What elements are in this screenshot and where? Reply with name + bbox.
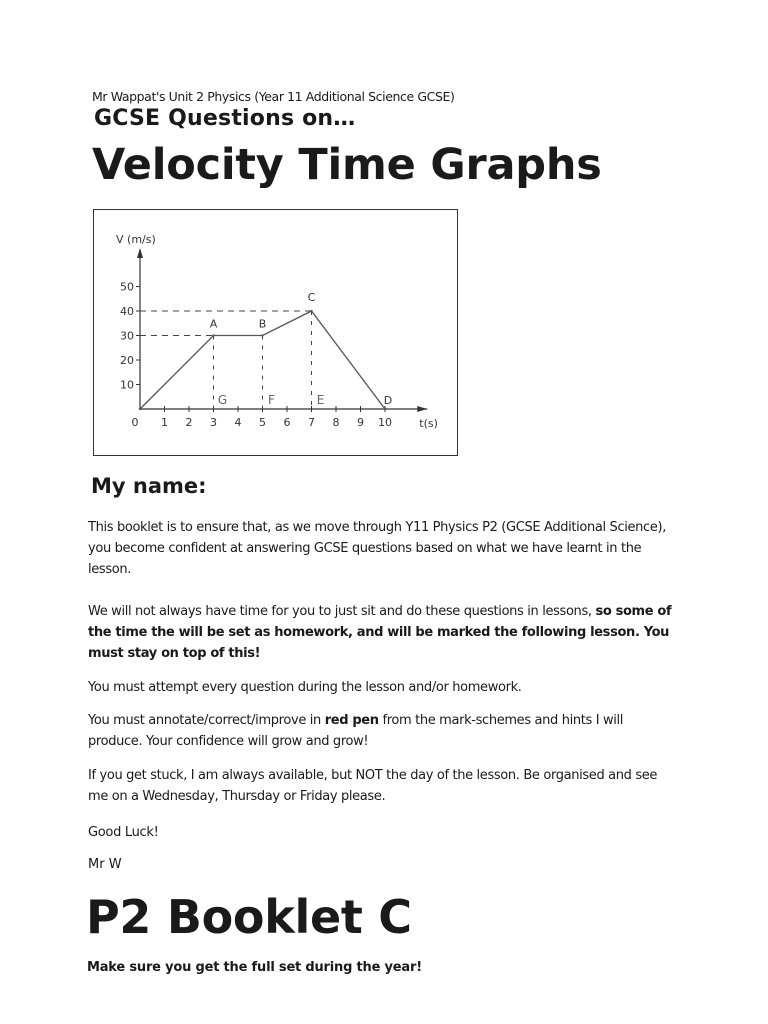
annotate-text-a: You must annotate/correct/improve in	[88, 713, 325, 728]
footer-note: Make sure you get the full set during the year!	[87, 960, 422, 975]
data-point	[384, 408, 386, 410]
signoff-text: Mr W	[88, 857, 122, 872]
x-axis-label: t(s)	[419, 417, 438, 430]
homework-bold-text: so some of the time the will be set as homework, and will be marked the following lesson. You must stay on top of this!	[88, 604, 672, 661]
data-point	[139, 408, 141, 410]
booklet-title: P2 Booklet C	[86, 890, 412, 944]
x-tick-label: 9	[357, 416, 364, 429]
name-label: My name:	[91, 474, 207, 498]
x-tick-label: 8	[332, 416, 340, 429]
page-subtitle: GCSE Questions on…	[94, 106, 356, 131]
point-label: A	[209, 317, 218, 331]
point-label: F	[268, 393, 275, 407]
chart-svg	[94, 210, 459, 457]
velocity-time-graph	[93, 209, 458, 456]
y-tick-label: 20	[120, 354, 134, 367]
x-tick-label: 5	[259, 416, 266, 429]
x-tick-label: 3	[210, 416, 217, 429]
attempt-paragraph: You must attempt every question during the lesson and/or homework.	[88, 680, 522, 695]
annotate-text-b: from the mark-schemes and hints I will produce. Your confidence will grow and grow!	[88, 713, 624, 749]
data-point	[310, 310, 312, 312]
y-tick-label: 50	[120, 280, 134, 294]
x-tick-label: 0	[131, 416, 139, 429]
y-axis-arrow	[137, 248, 143, 258]
point-label: C	[307, 291, 316, 304]
point-label: G	[217, 393, 228, 407]
x-axis-arrow	[417, 406, 427, 412]
page-title: Velocity Time Graphs	[92, 140, 602, 190]
help-paragraph: If you get stuck, I am always available, but NOT the day of the lesson. Be organised and see me on a Wednesday, Thursday or Friday please.	[88, 768, 658, 804]
intro-paragraph: This booklet is to ensure that, as we move through Y11 Physics P2 (GCSE Additional Science), you become confident at answering GCSE questions based on what we have learnt in the lesson.	[88, 520, 666, 577]
point-label: E	[316, 393, 325, 407]
x-tick-label: 4	[234, 416, 242, 429]
y-axis-label: V (m/s)	[116, 233, 156, 246]
y-tick-label: 40	[120, 305, 134, 318]
homework-paragraph	[88, 601, 678, 664]
good-luck-text: Good Luck!	[88, 825, 159, 840]
annotate-paragraph	[88, 710, 678, 752]
point-label: D	[383, 394, 393, 407]
x-tick-label: 7	[308, 416, 315, 429]
y-tick-label: 30	[120, 329, 134, 343]
x-tick-label: 2	[185, 416, 193, 429]
x-tick-label: 6	[283, 416, 291, 429]
data-point	[261, 334, 263, 336]
x-tick-label: 1	[161, 416, 168, 429]
homework-text: We will not always have time for you to just sit and do these questions in lessons,	[88, 604, 596, 619]
point-label: B	[258, 317, 267, 331]
x-tick-label: 10	[378, 416, 392, 429]
course-line: Mr Wappat's Unit 2 Physics (Year 11 Additional Science GCSE)	[92, 89, 455, 104]
y-tick-label: 10	[120, 378, 134, 392]
red-pen-text: red pen	[324, 713, 379, 728]
data-point	[212, 334, 214, 336]
